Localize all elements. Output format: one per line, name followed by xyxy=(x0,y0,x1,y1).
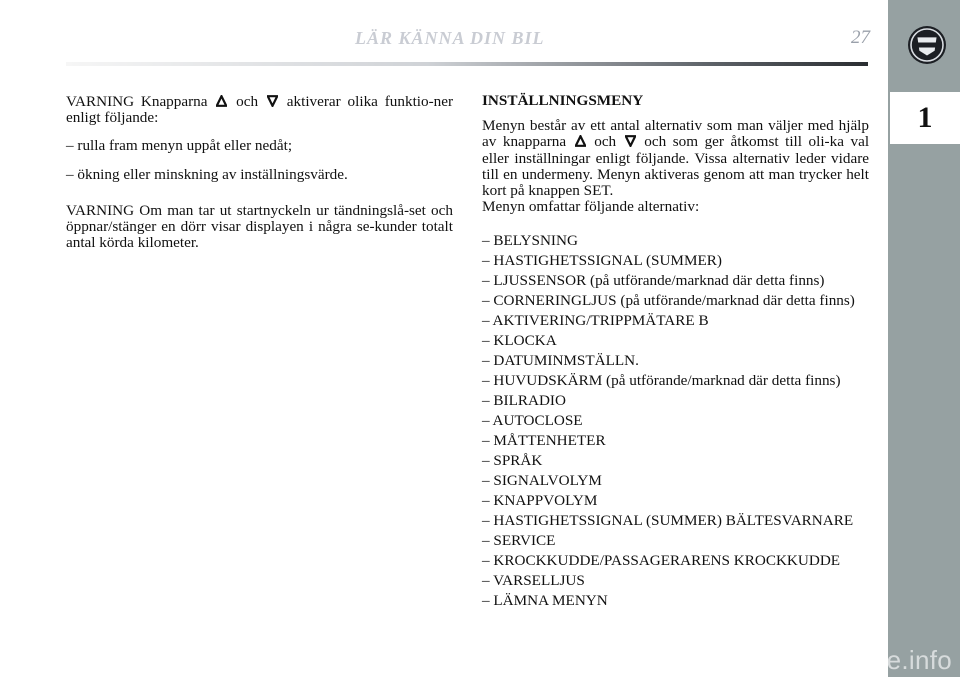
menu-intro-paragraph xyxy=(482,118,869,199)
menu-options-intro: Menyn omfattar följande alternativ: xyxy=(482,198,700,216)
warning-text-part: och xyxy=(236,93,259,110)
list-item: – KNAPPVOLYM xyxy=(482,492,598,510)
list-item: – SPRÅK xyxy=(482,452,543,470)
lancia-logo xyxy=(907,25,947,65)
page-number: 27 xyxy=(851,27,870,48)
list-item: – ökning eller minskning av inställningsvärde. xyxy=(66,165,348,183)
list-item: – DATUMINMSTÄLLN. xyxy=(482,352,639,370)
down-triangle-icon xyxy=(625,135,636,147)
right-column xyxy=(482,93,869,613)
list-item: – KLOCKA xyxy=(482,332,557,350)
chapter-tab xyxy=(890,92,960,144)
warning-text-part: aktiverar olika funktio-ner enligt följande: xyxy=(66,93,454,127)
list-item: – LÄMNA MENYN xyxy=(482,592,608,610)
chapter-number: 1 xyxy=(917,101,933,134)
left-column xyxy=(66,94,453,251)
list-item: – SERVICE xyxy=(482,532,556,550)
list-item: – AUTOCLOSE xyxy=(482,412,583,430)
page-header-title: LÄR KÄNNA DIN BIL xyxy=(355,28,545,48)
list-item: – LJUSSENSOR (på utförande/marknad där detta finns) xyxy=(482,272,825,290)
list-item: – BELYSNING xyxy=(482,232,578,250)
warning-odometer-paragraph: VARNING Om man tar ut startnyckeln ur tändningslå-set och öppnar/stänger en dörr visar displayen i några se-kunder totalt antal körda kilometer. xyxy=(66,201,453,252)
warning-text-part: VARNING Knapparna xyxy=(66,93,208,110)
menu-options-list xyxy=(482,233,869,609)
section-heading: INSTÄLLNINGSMENY xyxy=(482,92,644,109)
intro-text-part: Menyn består av ett antal alternativ som man väljer med hjälp av knapparna xyxy=(482,117,869,151)
list-item: – MÅTTENHETER xyxy=(482,432,606,450)
intro-text-part: och xyxy=(594,133,617,151)
list-item: – BILRADIO xyxy=(482,392,566,410)
list-item: – VARSELLJUS xyxy=(482,572,585,590)
header-rule xyxy=(66,62,868,66)
list-item: – HASTIGHETSSIGNAL (SUMMER) xyxy=(482,252,722,270)
list-item: – KROCKKUDDE/PASSAGERARENS KROCKKUDDE xyxy=(482,552,841,570)
list-item: – rulla fram menyn uppåt eller nedåt; xyxy=(66,137,293,155)
list-item: – HUVUDSKÄRM (på utförande/marknad där detta finns) xyxy=(482,372,841,390)
up-triangle-icon xyxy=(575,135,586,147)
list-item: – CORNERINGLJUS (på utförande/marknad där detta finns) xyxy=(482,292,855,310)
intro-text-part: och som ger åtkomst till oli-ka val eller inställningar enligt följande. Vissa alternativ leder vidare till en undermeny. Menyn aktiveras genom att man trycker helt kort på knappen SET. xyxy=(482,133,870,200)
warning-buttons-paragraph xyxy=(66,94,453,126)
list-item: – AKTIVERING/TRIPPMÄTARE B xyxy=(482,312,709,330)
down-triangle-icon xyxy=(267,95,278,107)
watermark: carmanualsonline.info xyxy=(692,645,952,675)
up-triangle-icon xyxy=(216,95,227,107)
list-item: – SIGNALVOLYM xyxy=(482,472,602,490)
list-item: – HASTIGHETSSIGNAL (SUMMER) BÄLTESVARNARE xyxy=(482,512,854,530)
